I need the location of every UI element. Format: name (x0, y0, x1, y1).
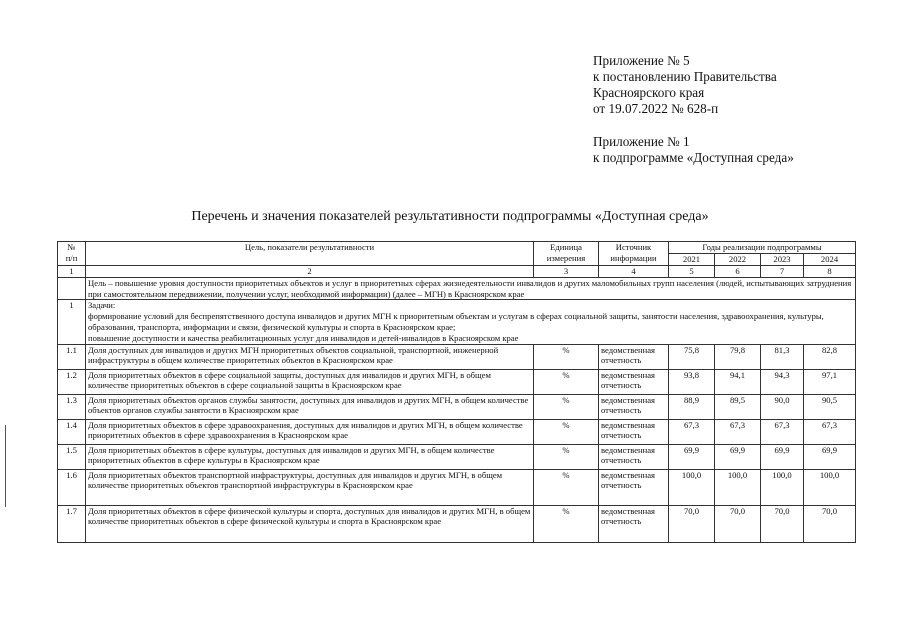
indicator-unit: % (534, 394, 599, 419)
column-number: 8 (804, 266, 856, 278)
indicator-unit: % (534, 469, 599, 505)
indicator-value: 69,9 (761, 444, 804, 469)
header-unit-line1: Единица (550, 242, 582, 252)
indicator-value: 90,5 (804, 394, 856, 419)
indicator-value: 69,9 (804, 444, 856, 469)
header-goal: Цель, показатели результативности (86, 242, 534, 266)
indicator-name: Доля приоритетных объектов транспортной инфраструктуры, доступных для инвалидов и других МГН, в общем количестве приоритетных объектов транспортной инфраструктуры в Красноярском крае (86, 469, 534, 505)
indicator-name: Доля приоритетных объектов в сфере культуры, доступных для инвалидов и других МГН, в общем количестве приоритетных объектов в сфере культуры в Красноярском крае (86, 444, 534, 469)
column-number: 4 (599, 266, 669, 278)
indicator-value: 67,3 (715, 419, 761, 444)
header-gap (593, 117, 883, 134)
indicator-source: ведомственная отчетность (599, 394, 669, 419)
task-item: формирование условий для беспрепятственного доступа инвалидов и других МГН к приоритетным объектам и услугам в сферах социальной защиты, занятости населения, здравоохранения, культуры, образования, транспорта, информации и связи, физической культуры и спорта в Красноярском крае; (88, 311, 824, 332)
goal-text: Цель – повышение уровня доступности приоритетных объектов и услуг в приоритетных сферах жизнедеятельности инвалидов и других маломобильных групп населения (людей, испытывающих затруднения при самостоятельном передвижении, получении услуг, необходимой информации) (далее – МГН) в Красноярском крае (86, 277, 856, 300)
indicator-value: 67,3 (804, 419, 856, 444)
indicator-value: 69,9 (715, 444, 761, 469)
indicator-name: Доля приоритетных объектов в сфере физической культуры и спорта, доступных для инвалидов и других МГН, в общем количестве приоритетных объектов в сфере физической культуры и спорта в Красноярском крае (86, 505, 534, 542)
resolution-date: от 19.07.2022 № 628-п (593, 101, 719, 116)
header-num-cell (58, 242, 86, 266)
indicator-row (58, 505, 856, 542)
indicator-value: 94,1 (715, 369, 761, 394)
indicator-row (58, 419, 856, 444)
indicator-source: ведомственная отчетность (599, 344, 669, 369)
indicator-value: 100,0 (804, 469, 856, 505)
indicator-unit: % (534, 444, 599, 469)
indicator-num: 1.4 (58, 419, 86, 444)
column-number: 2 (86, 266, 534, 278)
indicator-value: 88,9 (669, 394, 715, 419)
indicator-value: 70,0 (804, 505, 856, 542)
indicator-value: 100,0 (669, 469, 715, 505)
indicator-num: 1.1 (58, 344, 86, 369)
scan-margin-line (5, 425, 6, 507)
indicator-source: ведомственная отчетность (599, 369, 669, 394)
indicator-value: 94,3 (761, 369, 804, 394)
indicator-value: 93,8 (669, 369, 715, 394)
indicator-row (58, 444, 856, 469)
indicator-name: Доля приоритетных объектов органов службы занятости, доступных для инвалидов и других МГН, в общем количестве объектов органов службы занятости в Красноярском крае (86, 394, 534, 419)
indicator-value: 70,0 (669, 505, 715, 542)
column-number: 6 (715, 266, 761, 278)
indicator-unit: % (534, 369, 599, 394)
header-num-line1: № (67, 242, 76, 252)
header-source-line2: информации (610, 252, 657, 263)
tasks-label: Задачи: (88, 300, 116, 311)
header-source-line1: Источник (615, 242, 652, 252)
appendix-header (593, 53, 883, 166)
tasks-num: 1 (58, 300, 86, 344)
resolution-region: Красноярского края (593, 85, 705, 100)
indicator-num: 1.7 (58, 505, 86, 542)
indicator-source: ведомственная отчетность (599, 444, 669, 469)
header-unit-cell (534, 242, 599, 266)
indicator-value: 82,8 (804, 344, 856, 369)
tasks-row (58, 300, 856, 344)
indicator-value: 69,9 (669, 444, 715, 469)
document-title: Перечень и значения показателей результативности подпрограммы «Доступная среда» (191, 209, 709, 224)
indicator-value: 67,3 (761, 419, 804, 444)
indicator-source: ведомственная отчетность (599, 469, 669, 505)
indicator-row (58, 369, 856, 394)
header-num-line2: п/п (65, 252, 78, 263)
indicator-source: ведомственная отчетность (599, 419, 669, 444)
resolution-reference: к постановлению Правительства (593, 69, 777, 84)
column-number: 5 (669, 266, 715, 278)
indicator-row (58, 344, 856, 369)
indicator-unit: % (534, 419, 599, 444)
header-row-1 (58, 242, 856, 254)
column-number-row (58, 266, 856, 278)
indicator-source: ведомственная отчетность (599, 505, 669, 542)
indicator-value: 70,0 (761, 505, 804, 542)
indicator-name: Доля доступных для инвалидов и других МГН приоритетных объектов социальной, транспортной, инженерной инфраструктуры в общем количестве приоритетных объектов в Красноярском крае (86, 344, 534, 369)
goal-row (58, 277, 856, 300)
tasks-cell (86, 300, 856, 344)
indicator-row (58, 394, 856, 419)
task-item: повышение доступности и качества реабилитационных услуг для инвалидов и детей-инвалидов в Красноярском крае (88, 332, 519, 343)
indicator-value: 97,1 (804, 369, 856, 394)
indicator-unit: % (534, 505, 599, 542)
indicator-value: 75,8 (669, 344, 715, 369)
indicator-num: 1.5 (58, 444, 86, 469)
appendix-number: Приложение № 5 (593, 53, 690, 68)
indicator-unit: % (534, 344, 599, 369)
indicator-value: 100,0 (715, 469, 761, 505)
header-years-group: Годы реализации подпрограммы (669, 242, 856, 254)
indicator-num: 1.2 (58, 369, 86, 394)
indicator-num: 1.6 (58, 469, 86, 505)
indicator-row (58, 469, 856, 505)
subprogram-reference: к подпрограмме «Доступная среда» (593, 150, 794, 165)
indicators-table (57, 241, 856, 543)
indicator-value: 70,0 (715, 505, 761, 542)
header-year: 2023 (761, 254, 804, 266)
header-source-cell (599, 242, 669, 266)
indicator-value: 81,3 (761, 344, 804, 369)
header-year: 2022 (715, 254, 761, 266)
indicator-value: 67,3 (669, 419, 715, 444)
header-unit-line2: измерения (546, 252, 586, 263)
indicator-value: 79,8 (715, 344, 761, 369)
column-number: 7 (761, 266, 804, 278)
column-number: 3 (534, 266, 599, 278)
indicator-name: Доля приоритетных объектов в сфере социальной защиты, доступных для инвалидов и других МГН, в общем количестве приоритетных объектов в сфере социальной защиты в Красноярском крае (86, 369, 534, 394)
indicator-num: 1.3 (58, 394, 86, 419)
goal-num-cell (58, 277, 86, 300)
indicator-value: 100,0 (761, 469, 804, 505)
column-number: 1 (58, 266, 86, 278)
header-year: 2021 (669, 254, 715, 266)
indicator-name: Доля приоритетных объектов в сфере здравоохранения, доступных для инвалидов и других МГН, в общем количестве приоритетных объектов в сфере здравоохранения в Красноярском крае (86, 419, 534, 444)
indicator-value: 89,5 (715, 394, 761, 419)
header-year: 2024 (804, 254, 856, 266)
indicator-value: 90,0 (761, 394, 804, 419)
subprogram-appendix-number: Приложение № 1 (593, 134, 690, 149)
